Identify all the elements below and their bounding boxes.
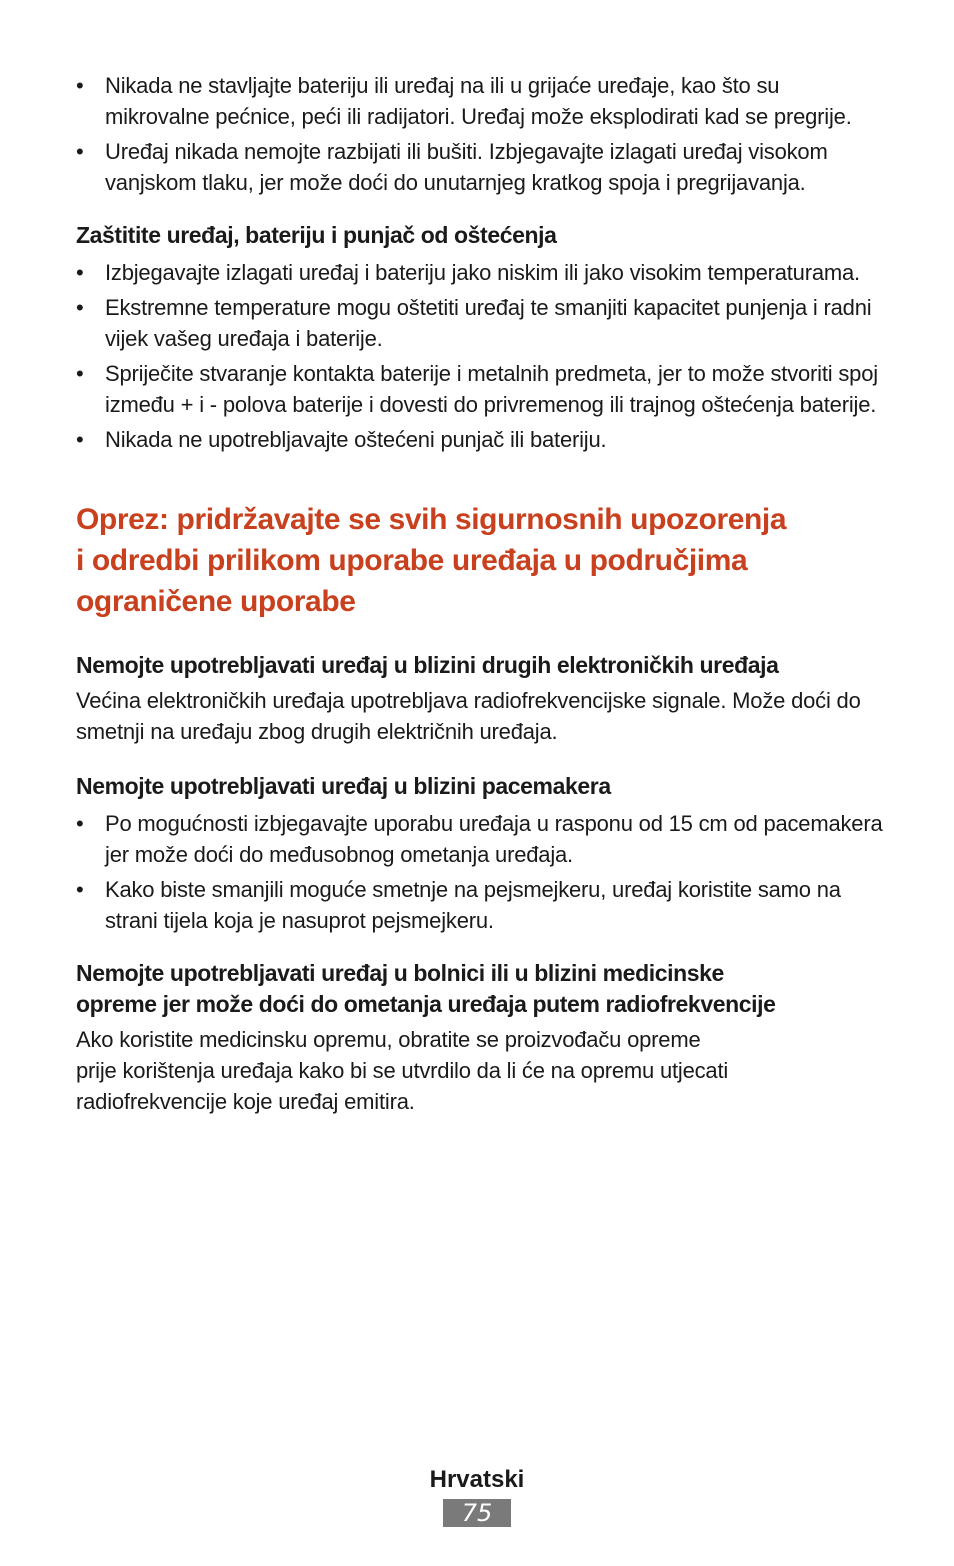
list-item	[76, 808, 886, 870]
list-item	[76, 136, 886, 198]
list-item	[76, 424, 886, 455]
bullet-text: Nikada ne upotrebljavajte oštećeni punjač ili bateriju.	[105, 427, 607, 452]
caution-title-line: ograničene uporabe	[76, 585, 356, 618]
list-item	[76, 358, 886, 420]
bullet-text: Nikada ne stavljajte bateriju ili uređaj na ili u grijaće uređaje, kao što su mikrovalne pećnice, peći ili radijatori. Uređaj može eksplodirati kad se pregrije.	[105, 73, 852, 129]
hospital-body-line: radiofrekvencije koje uređaj emitira.	[76, 1089, 415, 1114]
page-number: 75	[443, 1499, 511, 1527]
bullet-text: Kako biste smanjili moguće smetnje na pejsmejkeru, uređaj koristite samo na strani tijela koja je nasuprot pejsmejkeru.	[105, 877, 841, 933]
bullet-icon: •	[76, 295, 84, 320]
protect-bullet-list	[76, 257, 886, 455]
bullet-icon: •	[76, 877, 84, 902]
bullet-icon: •	[76, 73, 84, 98]
hospital-body	[76, 1024, 886, 1117]
bullet-icon: •	[76, 260, 84, 285]
intro-bullet-list	[76, 70, 886, 198]
pacemaker-heading: Nemojte upotrebljavati uređaj u blizini pacemakera	[76, 773, 611, 799]
hospital-heading-line: Nemojte upotrebljavati uređaj u bolnici ili u blizini medicinske	[76, 960, 724, 986]
bullet-text: Po mogućnosti izbjegavajte uporabu uređaja u rasponu od 15 cm od pacemakera jer može doći do međusobnog ometanja uređaja.	[105, 811, 883, 867]
bullet-text: Uređaj nikada nemojte razbijati ili bušiti. Izbjegavajte izlagati uređaj visokom vanjskom tlaku, jer može doći do unutarnjeg kratkog spoja i pregrijavanja.	[105, 139, 828, 195]
list-item	[76, 874, 886, 936]
bullet-icon: •	[76, 361, 84, 386]
caution-title-line: Oprez: pridržavajte se svih sigurnosnih upozorenja	[76, 503, 787, 536]
bullet-text: Spriječite stvaranje kontakta baterije i metalnih predmeta, jer to može stvoriti spoj između + i - polova baterije i dovesti do privremenog ili trajnog oštećenja baterije.	[105, 361, 878, 417]
bullet-text: Izbjegavajte izlagati uređaj i bateriju jako niskim ili jako visokim temperaturama.	[105, 260, 860, 285]
page-footer	[0, 1465, 954, 1527]
bullet-icon: •	[76, 427, 84, 452]
footer-language: Hrvatski	[429, 1466, 525, 1493]
list-item	[76, 292, 886, 354]
hospital-body-line: prije korištenja uređaja kako bi se utvrdilo da li će na opremu utjecati	[76, 1058, 729, 1083]
hospital-heading-line: opreme jer može doći do ometanja uređaja putem radiofrekvencije	[76, 991, 776, 1017]
bullet-text: Ekstremne temperature mogu oštetiti uređaj te smanjiti kapacitet punjenja i radni vijek vašeg uređaja i baterije.	[105, 295, 872, 351]
hospital-body-line: Ako koristite medicinsku opremu, obratite se proizvođaču opreme	[76, 1027, 701, 1052]
protect-heading: Zaštitite uređaj, bateriju i punjač od oštećenja	[76, 222, 557, 248]
electronics-heading: Nemojte upotrebljavati uređaj u blizini drugih elektroničkih uređaja	[76, 652, 779, 678]
list-item	[76, 257, 886, 288]
electronics-body: Većina elektroničkih uređaja upotrebljava radiofrekvencijske signale. Može doći do smetnji na uređaju zbog drugih električnih uređaja.	[76, 688, 861, 744]
page-content	[76, 70, 886, 1117]
caution-title	[76, 499, 886, 622]
list-item	[76, 70, 886, 132]
bullet-icon: •	[76, 811, 84, 836]
caution-title-line: i odredbi prilikom uporabe uređaja u područjima	[76, 544, 748, 577]
bullet-icon: •	[76, 139, 84, 164]
hospital-heading	[76, 958, 886, 1020]
pacemaker-bullet-list	[76, 808, 886, 936]
